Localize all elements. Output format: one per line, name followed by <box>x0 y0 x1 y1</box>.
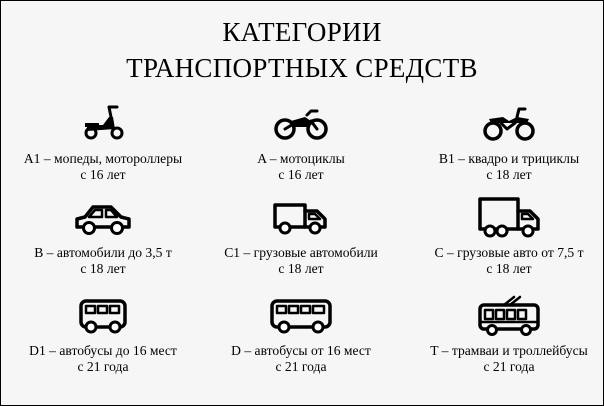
category-c <box>409 197 604 277</box>
category-label: C – грузовые авто от 7,5 т <box>434 245 584 260</box>
category-label: B – автомобили до 3,5 т <box>34 245 172 260</box>
category-b1 <box>409 103 604 183</box>
category-age: с 16 лет <box>278 167 324 182</box>
category-age: с 18 лет <box>80 261 126 276</box>
category-label: A1 – мопеды, мотороллеры <box>23 151 183 166</box>
category-a <box>201 103 401 183</box>
category-b <box>3 197 203 277</box>
category-label: C1 – грузовые автомобили <box>224 245 378 260</box>
large-truck-icon <box>409 197 604 243</box>
category-t <box>409 295 604 375</box>
motorcycle-icon <box>201 103 401 149</box>
bus-icon <box>201 295 401 341</box>
quad-bike-icon <box>409 103 604 149</box>
category-label: B1 – квадро и трициклы <box>438 151 580 166</box>
title-line-2: ТРАНСПОРТНЫХ СРЕДСТВ <box>126 53 478 83</box>
car-icon <box>3 197 203 243</box>
category-label: T – трамваи и троллейбусы <box>430 343 588 358</box>
category-label: D1 – автобусы до 16 мест <box>29 343 177 358</box>
category-a1 <box>3 103 203 183</box>
category-age: с 18 лет <box>278 261 324 276</box>
category-d1 <box>3 295 203 375</box>
scooter-icon <box>3 103 203 149</box>
category-label: D – автобусы от 16 мест <box>231 343 371 358</box>
small-truck-icon <box>201 197 401 243</box>
minibus-icon <box>3 295 203 341</box>
category-age: с 21 года <box>275 359 327 374</box>
category-age: с 21 года <box>483 359 535 374</box>
category-age: с 16 лет <box>80 167 126 182</box>
category-c1 <box>201 197 401 277</box>
category-label: A – мотоциклы <box>257 151 345 166</box>
category-age: с 18 лет <box>486 261 532 276</box>
category-d <box>201 295 401 375</box>
title-line-1: КАТЕГОРИИ <box>222 17 382 47</box>
category-age: с 21 года <box>77 359 129 374</box>
trolleybus-icon <box>409 295 604 341</box>
category-age: с 18 лет <box>486 167 532 182</box>
